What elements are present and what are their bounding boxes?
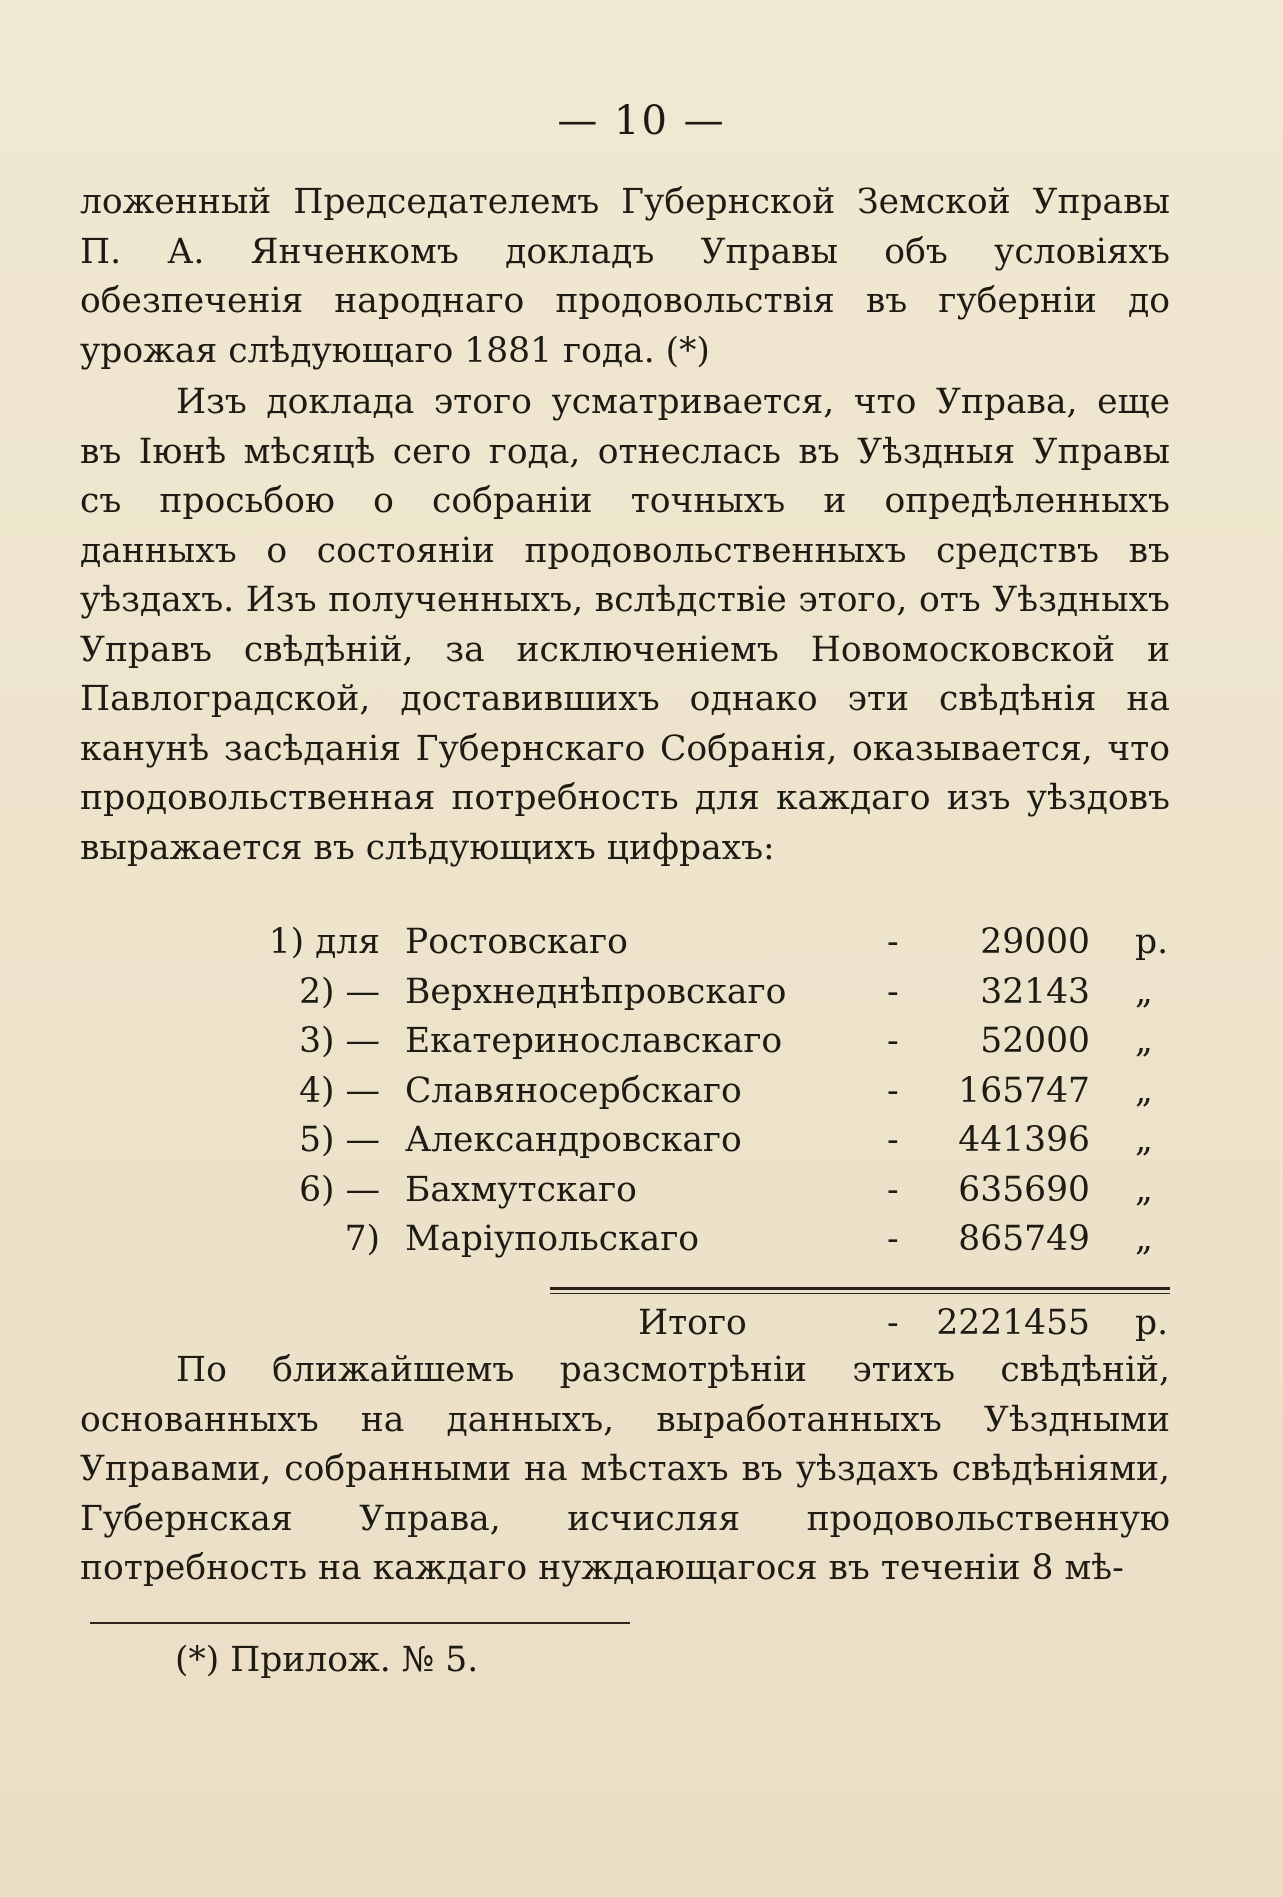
row-number: 2) — [299,971,380,1012]
row-number: 4) — [299,1070,380,1111]
table-row [80,1215,1170,1265]
row-unit: „ [1135,971,1153,1012]
row-unit: „ [1135,1169,1153,1210]
row-number: 7) [344,1219,380,1259]
table-row [80,1116,1170,1166]
row-dash: - [887,1219,899,1259]
row-number: 6) — [299,1169,380,1210]
paragraph-continuation: ложенный Председателемъ Губернской Земской Управы П. А. Янченкомъ докладъ Управы объ условіяхъ обезпеченія народнаго продовольствія въ губерніи до урожая слѣдующаго 1881 года. (*) [80,182,1170,371]
row-dash: - [887,1021,899,1061]
footnote-rule [90,1622,630,1624]
district-name: Славяносербскаго [405,1070,742,1111]
district-name: Александровскаго [405,1120,742,1160]
row-value: 865749 [958,1219,1090,1259]
table-row [80,1166,1170,1216]
district-name: Верхнеднѣпровскаго [405,971,787,1012]
row-unit: „ [1135,1120,1153,1160]
table-total-row [80,1299,1170,1349]
row-value: 165747 [958,1070,1090,1111]
footnote: (*) Прилож. № 5. [175,1640,479,1680]
row-dash: - [887,1070,899,1111]
total-unit: р. [1135,1303,1169,1343]
paragraph-review: По ближайшемъ разсмотрѣніи этихъ свѣдѣній, основанныхъ на данныхъ, выработанныхъ Уѣздными Управами, собранными на мѣстахъ въ уѣздахъ свѣдѣніями, Губернская Управа, исчисляя продовольственную потребность на каждаго нуждающагося въ теченіи 8 мѣ- [80,1350,1170,1588]
total-rule-thin [550,1293,1170,1294]
total-rule [550,1287,1170,1290]
district-name: Ростовскаго [405,922,628,962]
row-value: 32143 [980,971,1090,1012]
row-unit: „ [1135,1070,1153,1111]
row-number: 5) — [299,1120,380,1160]
row-dash: - [887,1120,899,1160]
district-name: Маріупольскаго [405,1219,700,1259]
row-unit: „ [1135,1021,1153,1061]
total-dash: - [887,1303,899,1343]
row-number: 3) — [299,1021,380,1061]
table-row [80,1067,1170,1117]
table-row [80,968,1170,1018]
row-value: 29000 [980,922,1090,962]
total-label: Итого [638,1303,747,1343]
row-dash: - [887,1169,899,1210]
row-value: 441396 [958,1120,1090,1160]
district-name: Екатеринославскаго [405,1021,783,1061]
district-name: Бахмутскаго [405,1169,637,1210]
row-unit: р. [1135,922,1169,962]
row-value: 635690 [958,1169,1090,1210]
row-unit: „ [1135,1219,1153,1259]
row-value: 52000 [980,1021,1090,1061]
table-row [80,918,1170,968]
total-value: 2221455 [936,1303,1090,1343]
row-number: 1) для [268,922,380,962]
row-dash: - [887,922,899,962]
paragraph-report-summary: Изъ доклада этого усматривается, что Управа, еще въ Іюнѣ мѣсяцѣ сего года, отнеслась въ Уѣздныя Управы съ просьбою о собраніи точныхъ и опредѣленныхъ данныхъ о состояніи продовольственныхъ средствъ въ уѣздахъ. Изъ полученныхъ, вслѣдствіе этого, отъ Уѣздныхъ Управъ свѣдѣній, за исключеніемъ Новомосковской и Павлоградской, доставившихъ однако эти свѣдѣнія на канунѣ засѣданія Губернскаго Собранія, оказывается, что продовольственная потребность для каждаго изъ уѣздовъ выражается въ слѣдующихъ цифрахъ: [80,382,1170,868]
page-number: — 10 — [557,98,726,144]
row-dash: - [887,971,899,1012]
table-row [80,1017,1170,1067]
district-needs-table [80,918,1170,1265]
